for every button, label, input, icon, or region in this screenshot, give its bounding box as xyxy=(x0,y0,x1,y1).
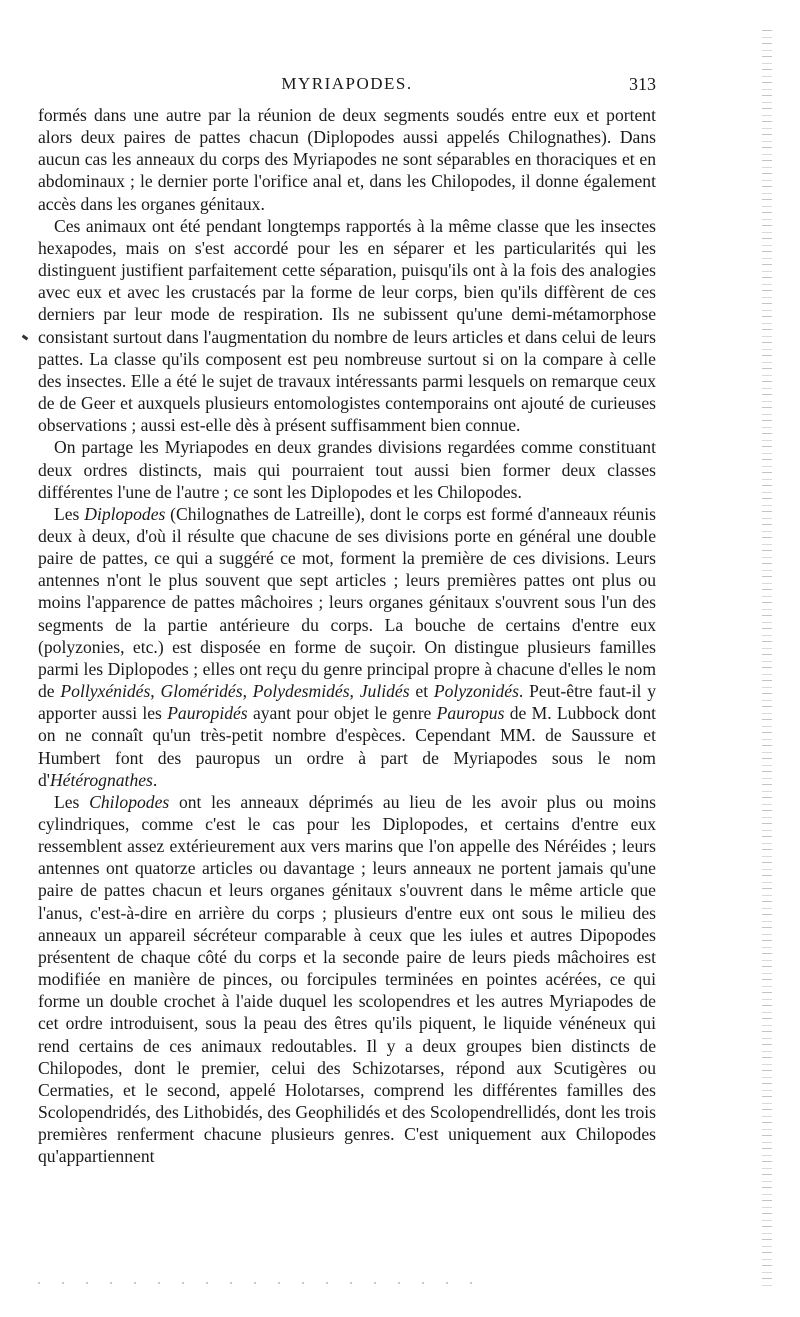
italic-term: Pauropidés xyxy=(167,703,248,724)
text-run: , xyxy=(349,681,360,702)
page-number: 313 xyxy=(629,74,656,94)
text-run: et xyxy=(409,681,434,702)
italic-term: Pauropus xyxy=(436,703,505,724)
scan-edge-artifact xyxy=(762,30,772,1290)
italic-term: Hétérognathes xyxy=(49,769,153,790)
text-run: ont les anneaux déprimés au lieu de les avoir plus ou moins cylindriques, comme c'est le cas pour les Diplopodes, et certains d'entre eux ressemblent assez extérieurement aux vers marins que l'on appelle des Néréides ; leurs antennes ont quatorze articles ou davantage ; leurs anneaux ne portent jamais qu'une paire de pattes chacun et leurs organes génitaux s'ouvrent dans le même article que l'anus, c'est-à-dire en arrière du corps ; plusieurs d'entre eux ont sous le milieu des anneaux un appareil sécréteur comparable à ceux que les iules et autres Dipopodes présentent de chaque côté du corps et la seconde paire de leurs pieds mâchoires est modifiée en manière de pinces, ou forcipules terminées en pointes acérées, ce qui forme un double crochet à l'aide duquel les scolopendres et les autres Myriapodes de cet ordre introduisent, sous la peau des êtres qu'ils piquent, le liquide vénéneux qui rend certains de ces animaux redoutables. Il y a deux groupes bien distincts de Chilopodes, dont le premier, celui des Schizotarses, répond aux Scutigères ou Cermaties, et le second, appelé Holotarses, comprend les différentes familles des Scolopendridés, des Lithobidés, des Geophilidés et des Scolopendrellidés, dont les trois premières renferment chacune plusieurs genres. C'est uniquement aux Chilopodes qu'appartiennent xyxy=(38,791,656,1167)
running-title: MYRIAPODES. xyxy=(281,74,413,93)
paragraph-2: Ces animaux ont été pendant longtemps rapportés à la même classe que les insectes hexapodes, mais on s'est accordé pour les en séparer et les particularités qui les distinguent justifient parfaitement cette séparation, puisqu'ils ont à la fois des analogies avec eux et avec les crustacés par la forme de leur corps, bien qu'ils diffèrent de ces derniers par leur mode de respiration. Ils ne subissent qu'une demi-métamorphose consistant surtout dans l'augmentation du nombre de leurs articles et dans celui de leurs pattes. La classe qu'ils composent est peu nombreuse surtout si on la compare à celle des insectes. Elle a été le sujet de travaux intéressants parmi lesquels on remarque ceux de de Geer et auxquels plusieurs entomologistes contemporains ont ajouté de curieuses observations ; aussi est-elle dès à présent suffisamment bien connue. xyxy=(38,215,656,436)
text-run: . Peut-être faut-il y apporter aussi les xyxy=(38,681,657,724)
italic-term: Julidés xyxy=(359,681,410,702)
text-run: (Chilognathes de Latreille), dont le corps est formé d'anneaux réunis deux à deux, d'où il résulte que chacune de ses divisions porte en général une double paire de pattes, ce qui a suggéré ce mot, forment la première de ces divisions. Leurs antennes n'ont le plus souvent que sept articles ; leurs premières pattes ont plus ou moins l'apparence de pattes mâchoires ; leurs organes génitaux s'ouvrent sous l'un des segments de la partie antérieure du corps. La bouche de certains d'entre eux (polyzonies, etc.) est disposée en forme de suçoir. On distingue plusieurs familles parmi les Diplopodes ; elles ont reçu du genre principal propre à chacune d'elles le nom de xyxy=(38,503,656,702)
text-run: de M. Lubbock dont on ne connaît qu'un très-petit nombre d'espèces. Cependant MM. de Saussure et Humbert font des pauropus un ordre à part de Myriapodes sous le nom d' xyxy=(38,703,657,790)
scan-speck-artifact xyxy=(22,335,29,341)
text-run: Les xyxy=(54,791,90,812)
italic-term: Chilopodes xyxy=(89,791,170,812)
text-run: ayant pour objet le genre xyxy=(247,703,437,724)
paragraph-1: formés dans une autre par la réunion de deux segments soudés entre eux et portent alors deux paires de pattes chacun (Diplopodes aussi appelés Chilognathes). Dans aucun cas les anneaux du corps des Myriapodes ne sont séparables en thoraciques et en abdominaux ; le dernier porte l'orifice anal et, dans les Chilopodes, il donne également accès dans les organes génitaux. xyxy=(38,105,656,214)
text-run: , xyxy=(150,681,161,702)
running-head xyxy=(38,74,656,100)
text-run: . xyxy=(152,769,158,790)
italic-term: Pollyxénidés xyxy=(60,681,151,702)
paragraph-chilopodes xyxy=(38,791,656,1168)
body-text xyxy=(38,104,656,1168)
italic-term: Gloméridés xyxy=(160,681,243,702)
text-run: , xyxy=(242,681,253,702)
italic-term: Polydesmidés xyxy=(252,681,350,702)
italic-term: Polyzonidés xyxy=(433,681,519,702)
paragraph-diplopodes xyxy=(38,503,656,791)
italic-term: Diplopodes xyxy=(84,503,166,524)
scan-bottom-artifact xyxy=(38,1282,488,1284)
paragraph-3: On partage les Myriapodes en deux grandes divisions regardées comme constituant deux ordres distincts, mais qui pourraient tout aussi bien former deux classes différentes l'une de l'autre ; ce sont les Diplopodes et les Chilopodes. xyxy=(38,437,656,502)
text-run: Les xyxy=(54,503,85,524)
